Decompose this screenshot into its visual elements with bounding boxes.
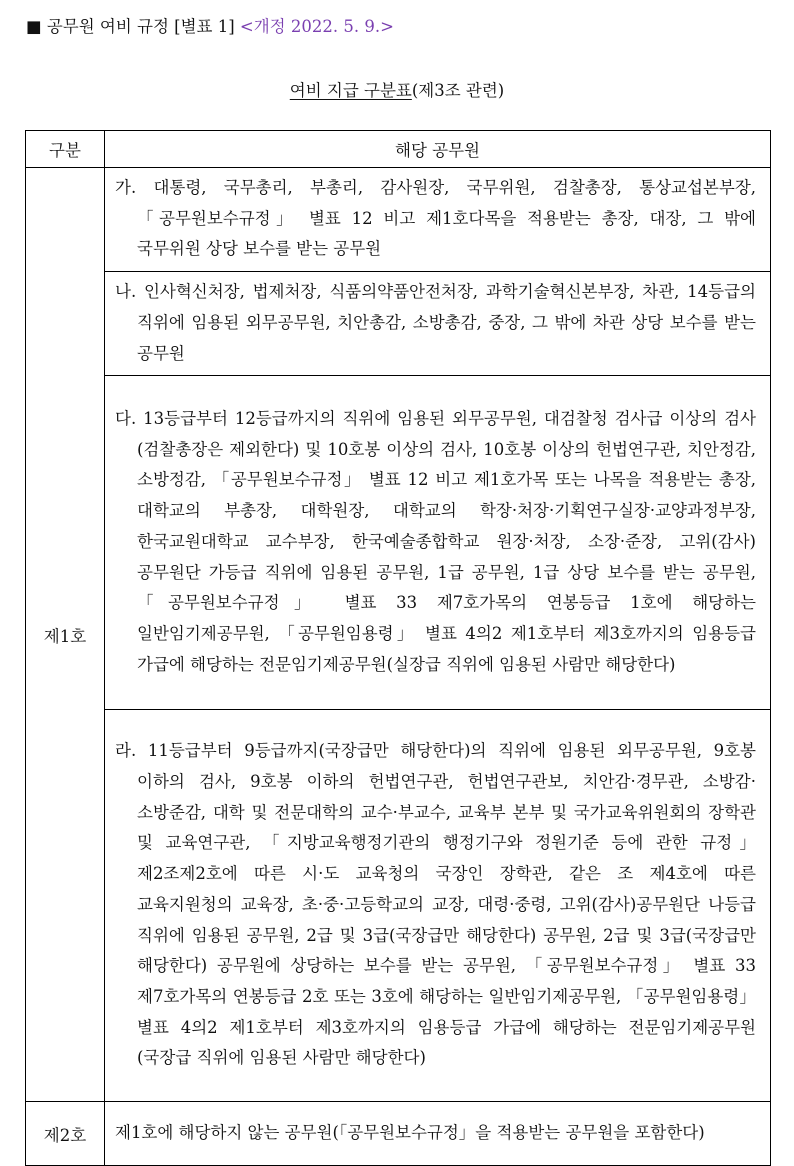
table-row bbox=[26, 272, 771, 376]
item-na bbox=[105, 272, 771, 376]
grade-2-text: 제1호에 해당하지 않는 공무원(「공무원보수규정」을 적용받는 공무원을 포함한다) bbox=[115, 1122, 705, 1142]
header-grade: 구분 bbox=[26, 131, 105, 168]
document-header bbox=[26, 16, 394, 38]
caption-main: 여비 지급 구분표 bbox=[289, 81, 412, 100]
item-da bbox=[105, 376, 771, 710]
travel-expense-table bbox=[25, 130, 771, 1166]
item-da-text: 다. 13등급부터 12등급까지의 직위에 임용된 외무공무원, 대검찰청 검사급 이상의 검사(검찰총장은 제외한다) 및 10호봉 이상의 검사, 10호봉 이상의 헌법연구관, 치안정감, 소방정감, 「공무원보수규정」 별표 12 비고 제1호가목 또는 나목을 적용받는 총장, 대학교의 부총장, 대학원장, 대학교의 학장·처장·기획연구실장·교양과정부장, 한국교원대학교 교수부장, 한국예술종합학교 원장·처장, 소장·준장, 고위(감사)공무원단 가등급 직위에 임용된 공무원, 1급 공무원, 1급 상당 보수를 받는 공무원, 「공무원보수규정」 별표 33 제7호가목의 연봉등급 1호에 해당하는 일반임기제공무원, 「공무원임용령」 별표 4의2 제1호부터 제3호까지의 임용등급 가급에 해당하는 전문임기제공무원(실장급 직위에 임용된 사람만 해당한다) bbox=[115, 409, 756, 674]
item-ga bbox=[105, 168, 771, 272]
grade-2-content bbox=[105, 1102, 771, 1166]
table-row bbox=[26, 1102, 771, 1166]
table-row bbox=[26, 376, 771, 710]
item-ga-text: 가. 대통령, 국무총리, 부총리, 감사원장, 국무위원, 검찰총장, 통상교섭본부장, 「공무원보수규정」 별표 12 비고 제1호다목을 적용받는 총장, 대장, 그 밖에 국무위원 상당 보수를 받는 공무원 bbox=[115, 178, 756, 259]
table-caption bbox=[0, 80, 794, 102]
bullet: ■ bbox=[26, 17, 42, 36]
header-official: 해당 공무원 bbox=[105, 131, 771, 168]
caption-reference: (제3조 관련) bbox=[411, 81, 505, 100]
table-row bbox=[26, 168, 771, 272]
grade-1-cell: 제1호 bbox=[26, 168, 105, 1102]
item-ra bbox=[105, 710, 771, 1102]
document-title: 공무원 여비 규정 [별표 1] bbox=[46, 17, 235, 36]
table-header-row bbox=[26, 131, 771, 168]
amendment-link[interactable]: <개정 2022. 5. 9.> bbox=[239, 17, 394, 36]
item-na-text: 나. 인사혁신처장, 법제처장, 식품의약품안전처장, 과학기술혁신본부장, 차관, 14등급의 직위에 임용된 외무공무원, 치안총감, 소방총감, 중장, 그 밖에 차관 상당 보수를 받는 공무원 bbox=[115, 282, 756, 363]
grade-2-cell: 제2호 bbox=[26, 1102, 105, 1166]
item-ra-text: 라. 11등급부터 9등급까지(국장급만 해당한다)의 직위에 임용된 외무공무원, 9호봉 이하의 검사, 9호봉 이하의 헌법연구관, 헌법연구관보, 치안감·경무관, 소방감·소방준감, 대학 및 전문대학의 교수·부교수, 교육부 본부 및 국가교육위원회의 장학관 및 교육연구관, 「지방교육행정기관의 행정기구와 정원기준 등에 관한 규정」 제2조제2호에 따른 시·도 교육청의 국장인 장학관, 같은 조 제4호에 따른 교육지원청의 교육장, 초·중·고등학교의 교장, 대령·중령, 고위(감사)공무원단 나등급 직위에 임용된 공무원, 2급 및 3급(국장급만 해당한다) 공무원, 2급 및 3급(국장급만 해당한다) 공무원에 상당하는 보수를 받는 공무원, 「공무원보수규정」 별표 33 제7호가목의 연봉등급 2호 또는 3호에 해당하는 일반임기제공무원, 「공무원임용령」 별표 4의2 제1호부터 제3호까지의 임용등급 가급에 해당하는 전문임기제공무원(국장급 직위에 임용된 사람만 해당한다) bbox=[115, 741, 756, 1068]
table-row bbox=[26, 710, 771, 1102]
